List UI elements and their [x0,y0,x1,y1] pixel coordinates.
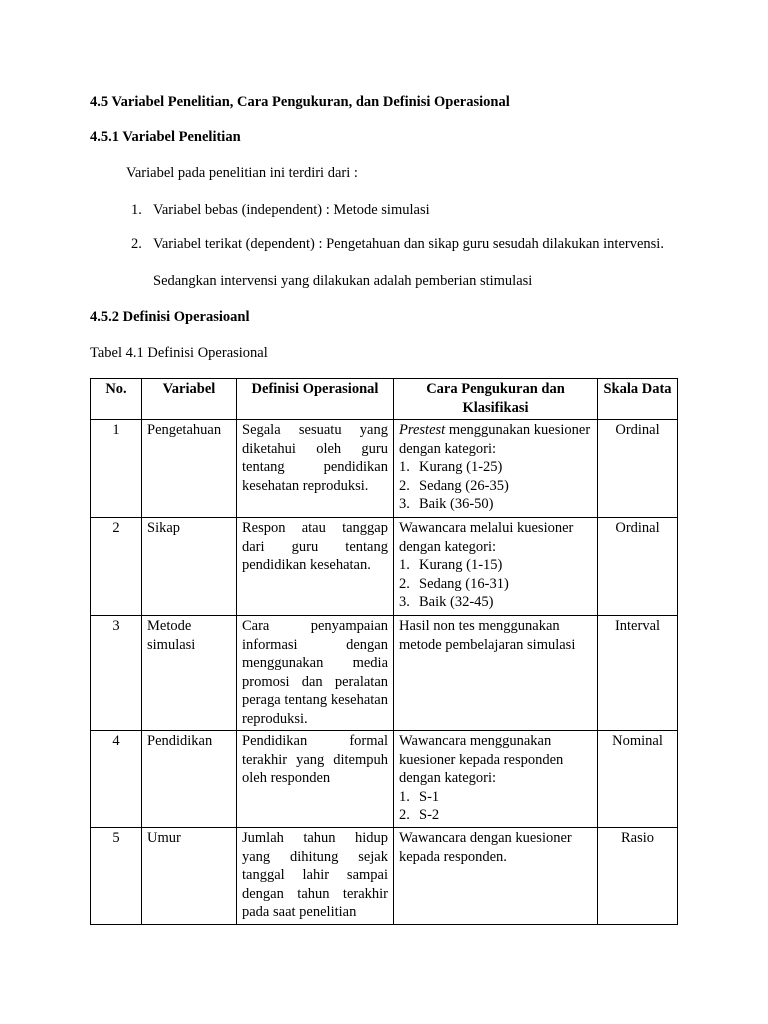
cell-skala: Ordinal [598,518,678,616]
cell-skala: Ordinal [598,420,678,518]
category-item: 1. S-1 [399,788,440,805]
list-text: Variabel bebas (independent) : Metode simulasi [153,202,430,218]
header-definisi: Definisi Operasional [237,379,394,420]
cara-text: menggunakan kuesioner dengan kategori: [399,422,591,457]
table-row [91,616,678,731]
section-heading: 4.5 Variabel Penelitian, Cara Pengukuran, dan Definisi Operasional [90,94,510,110]
cell-cara [394,420,598,518]
cell-no: 5 [91,828,142,925]
category-item: 3. Baik (32-45) [399,594,494,610]
cell-definisi: Jumlah tahun hidup yang dihitung sejak tanggal lahir sampai dengan tahun terakhir pada saat penelitian [237,828,394,925]
header-cara: Cara Pengukuran dan Klasifikasi [394,379,598,420]
cara-italic: Prestest [399,422,446,438]
cell-variabel: Pendidikan [142,731,237,828]
subsection-heading-definisi: 4.5.2 Definisi Operasioanl [90,309,250,325]
cell-skala: Rasio [598,828,678,925]
table-row [91,420,678,518]
cell-cara [394,518,598,616]
cell-cara [394,616,598,731]
cell-no: 3 [91,616,142,731]
definisi-operasional-table [90,378,678,925]
cell-variabel: Sikap [142,518,237,616]
header-no: No. [91,379,142,420]
cell-no: 4 [91,731,142,828]
table-row [91,828,678,925]
header-variabel: Variabel [142,379,237,420]
cara-text: Hasil non tes menggunakan metode pembelajaran simulasi [399,618,576,653]
header-skala: Skala Data [598,379,678,420]
cell-cara [394,828,598,925]
list-item [131,236,664,253]
cell-definisi: Cara penyampaian informasi dengan menggunakan media promosi dan peralatan peraga tentang kesehatan reproduksi. [237,616,394,731]
cell-skala: Interval [598,616,678,731]
cell-skala: Nominal [598,731,678,828]
cell-variabel: Metode simulasi [142,616,237,731]
table-caption: Tabel 4.1 Definisi Operasional [90,345,268,361]
category-item: 3. Baik (36-50) [399,496,494,512]
cell-definisi: Pendidikan formal terakhir yang ditempuh oleh responden [237,731,394,828]
table-header-row [91,379,678,420]
category-item: 2. Sedang (26-35) [399,477,509,494]
list-number: 2. [131,236,142,252]
category-item: 2. S-2 [399,807,440,823]
cara-text: Wawancara melalui kuesioner dengan kategori: [399,520,574,555]
cell-cara [394,731,598,828]
cara-text: Wawancara menggunakan kuesioner kepada responden dengan kategori: [399,733,564,786]
intro-text: Variabel pada penelitian ini terdiri dari : [126,165,358,181]
cell-variabel: Pengetahuan [142,420,237,518]
table-row [91,731,678,828]
list-note: Sedangkan intervensi yang dilakukan adalah pemberian stimulasi [153,273,533,289]
category-item: 2. Sedang (16-31) [399,575,509,592]
category-item: 1. Kurang (1-25) [399,459,503,475]
category-item: 1. Kurang (1-15) [399,557,503,573]
table-row [91,518,678,616]
cell-definisi: Respon atau tanggap dari guru tentang pendidikan kesehatan. [237,518,394,616]
subsection-heading-variabel: 4.5.1 Variabel Penelitian [90,129,241,145]
cara-text: Wawancara dengan kuesioner kepada responden. [399,830,572,865]
list-item [131,202,430,219]
cell-no: 2 [91,518,142,616]
list-text: Variabel terikat (dependent) : Pengetahuan dan sikap guru sesudah dilakukan intervensi. [153,236,664,252]
cell-definisi: Segala sesuatu yang diketahui oleh guru tentang pendidikan kesehatan reproduksi. [237,420,394,518]
list-number: 1. [131,202,142,218]
cell-variabel: Umur [142,828,237,925]
cell-no: 1 [91,420,142,518]
